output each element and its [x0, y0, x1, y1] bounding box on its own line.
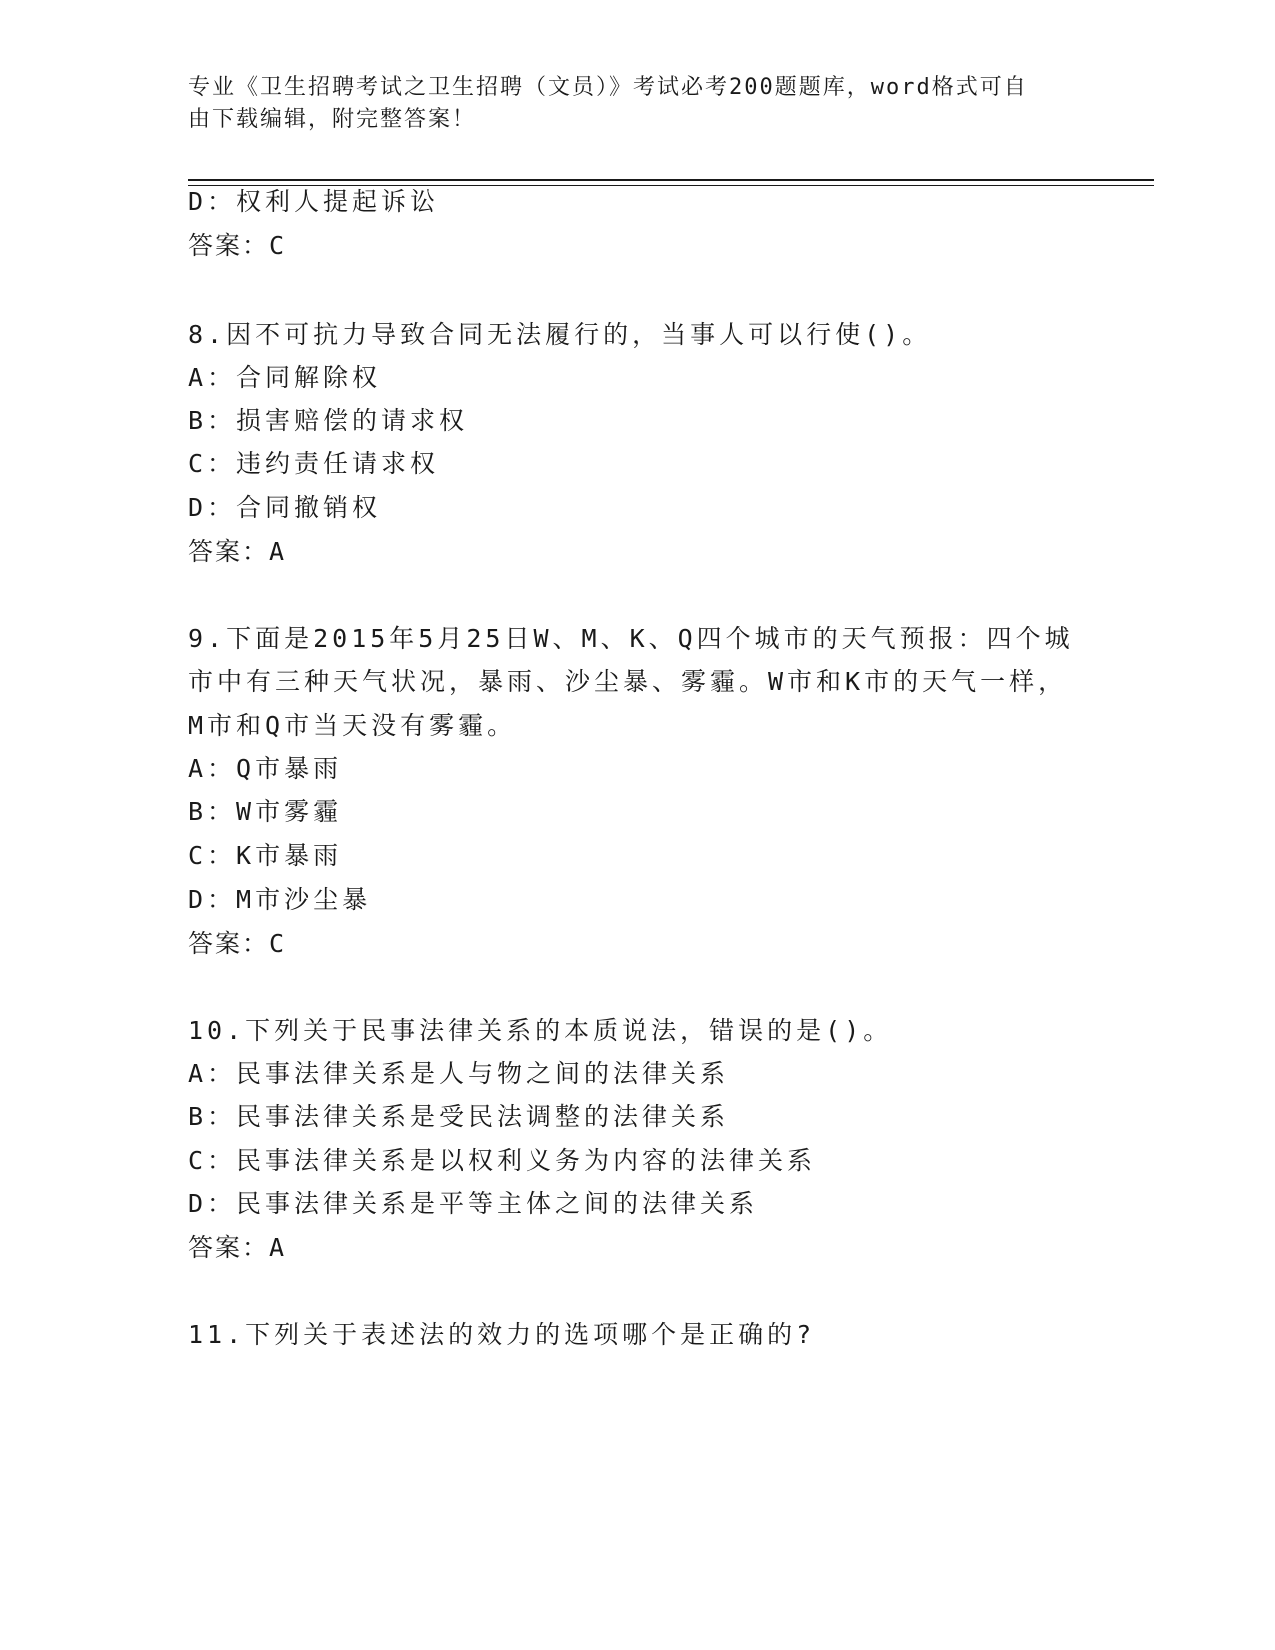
header-title-line-2: 由下载编辑，附完整答案！	[188, 107, 477, 132]
q8-stem: 8.因不可抗力导致合同无法履行的，当事人可以行使()。	[188, 320, 932, 349]
answer-value: C	[269, 231, 287, 260]
q9-option-c: C：K市暴雨	[188, 841, 343, 870]
q10-option-d: D：民事法律关系是平等主体之间的法律关系	[188, 1189, 759, 1218]
answer-label: 答案：	[188, 231, 270, 260]
q8-option-b: B：损害赔偿的请求权	[188, 406, 469, 435]
q10-answer	[188, 1233, 286, 1263]
q8-option-a: A：合同解除权	[188, 363, 382, 392]
answer-value: A	[269, 1233, 287, 1262]
q10-option-a: A：民事法律关系是人与物之间的法律关系	[188, 1059, 730, 1088]
q10-option-c: C：民事法律关系是以权利义务为内容的法律关系	[188, 1146, 817, 1175]
q9-stem-line-3: M市和Q市当天没有雾霾。	[188, 711, 517, 740]
q11-stem: 11.下列关于表述法的效力的选项哪个是正确的?	[188, 1320, 816, 1349]
q9-option-b: B：W市雾霾	[188, 797, 343, 826]
header-divider-thin	[188, 185, 1154, 186]
q8-answer	[188, 537, 286, 567]
q8-option-d: D：合同撤销权	[188, 493, 382, 522]
q7-option-d: D：权利人提起诉讼	[188, 187, 440, 216]
answer-label: 答案：	[188, 929, 270, 958]
q9-stem-line-1: 9.下面是2015年5月25日W、M、K、Q四个城市的天气预报：四个城	[188, 624, 1074, 653]
q9-answer	[188, 929, 286, 959]
q9-option-d: D：M市沙尘暴	[188, 885, 372, 914]
answer-label: 答案：	[188, 1233, 270, 1262]
header-title-line-1: 专业《卫生招聘考试之卫生招聘（文员）》考试必考200题题库，word格式可自	[188, 75, 1028, 100]
q8-option-c: C：违约责任请求权	[188, 449, 440, 478]
answer-value: C	[269, 929, 287, 958]
answer-value: A	[269, 537, 287, 566]
q7-answer	[188, 231, 286, 261]
q9-option-a: A：Q市暴雨	[188, 754, 343, 783]
header-divider-thick	[188, 179, 1154, 181]
document-header	[188, 72, 1088, 136]
answer-label: 答案：	[188, 537, 270, 566]
q10-option-b: B：民事法律关系是受民法调整的法律关系	[188, 1102, 730, 1131]
q9-stem-line-2: 市中有三种天气状况，暴雨、沙尘暴、雾霾。W市和K市的天气一样，	[188, 667, 1068, 696]
q10-stem: 10.下列关于民事法律关系的本质说法，错误的是()。	[188, 1016, 893, 1045]
